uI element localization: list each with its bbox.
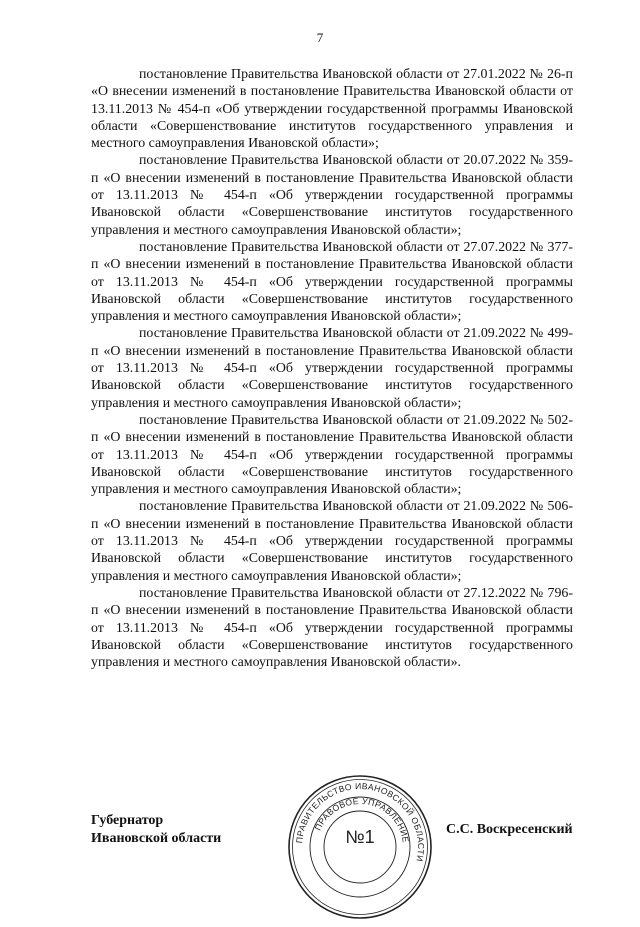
seal-outer-text: ПРАВИТЕЛЬСТВО ИВАНОВСКОЙ ОБЛАСТИ	[294, 780, 427, 863]
paragraph: постановление Правительства Ивановской области от 27.12.2022 № 796-п «О внесении изменений в постановление Правительства Ивановской области от 13.11.2013 № 454-п «Об утверждении государственной программы Ивановской области «Совершенствование институтов государственного управления и местного самоуправления Ивановской области».	[91, 585, 573, 671]
seal-number: №1	[345, 827, 375, 847]
page-number: 7	[316, 30, 324, 45]
paragraph: постановление Правительства Ивановской области от 21.09.2022 № 506-п «О внесении изменений в постановление Правительства Ивановской области от 13.11.2013 № 454-п «Об утверждении государственной программы Ивановской области «Совершенствование институтов государственного управления и местного самоуправления Ивановской области»;	[91, 499, 573, 584]
signatory-position	[91, 812, 221, 848]
position-line: Губернатор	[91, 813, 164, 828]
signatory-name: С.С. Воскресенский	[446, 822, 573, 837]
paragraph: постановление Правительства Ивановской области от 21.09.2022 № 499-п «О внесении изменений в постановление Правительства Ивановской области от 13.11.2013 № 454-п «Об утверждении государственной программы Ивановской области «Совершенствование институтов государственного управления и местного самоуправления Ивановской области»;	[91, 326, 573, 411]
paragraph: постановление Правительства Ивановской области от 27.01.2022 № 26-п «О внесении изменений в постановление Правительства Ивановской области от 13.11.2013 № 454-п «Об утверждении государственной программы Ивановской области «Совершенствование институтов государственного управления и местного самоуправления Ивановской области»;	[91, 67, 573, 152]
paragraph: постановление Правительства Ивановской области от 20.07.2022 № 359-п «О внесении изменений в постановление Правительства Ивановской области от 13.11.2013 № 454-п «Об утверждении государственной программы Ивановской области «Совершенствование институтов государственного управления и местного самоуправления Ивановской области»;	[91, 153, 573, 238]
document-body	[91, 66, 573, 671]
position-line: Ивановской области	[91, 831, 222, 846]
paragraph: постановление Правительства Ивановской области от 27.07.2022 № 377-п «О внесении изменений в постановление Правительства Ивановской области от 13.11.2013 № 454-п «Об утверждении государственной программы Ивановской области «Совершенствование институтов государственного управления и местного самоуправления Ивановской области»;	[91, 239, 573, 325]
official-seal	[285, 772, 435, 922]
paragraph: постановление Правительства Ивановской области от 21.09.2022 № 502-п «О внесении изменений в постановление Правительства Ивановской области от 13.11.2013 № 454-п «Об утверждении государственной программы Ивановской области «Совершенствование институтов государственного управления и местного самоуправления Ивановской области»;	[91, 412, 573, 498]
seal-inner-text: ПРАВОВОЕ УПРАВЛЕНИЕ	[312, 795, 411, 844]
